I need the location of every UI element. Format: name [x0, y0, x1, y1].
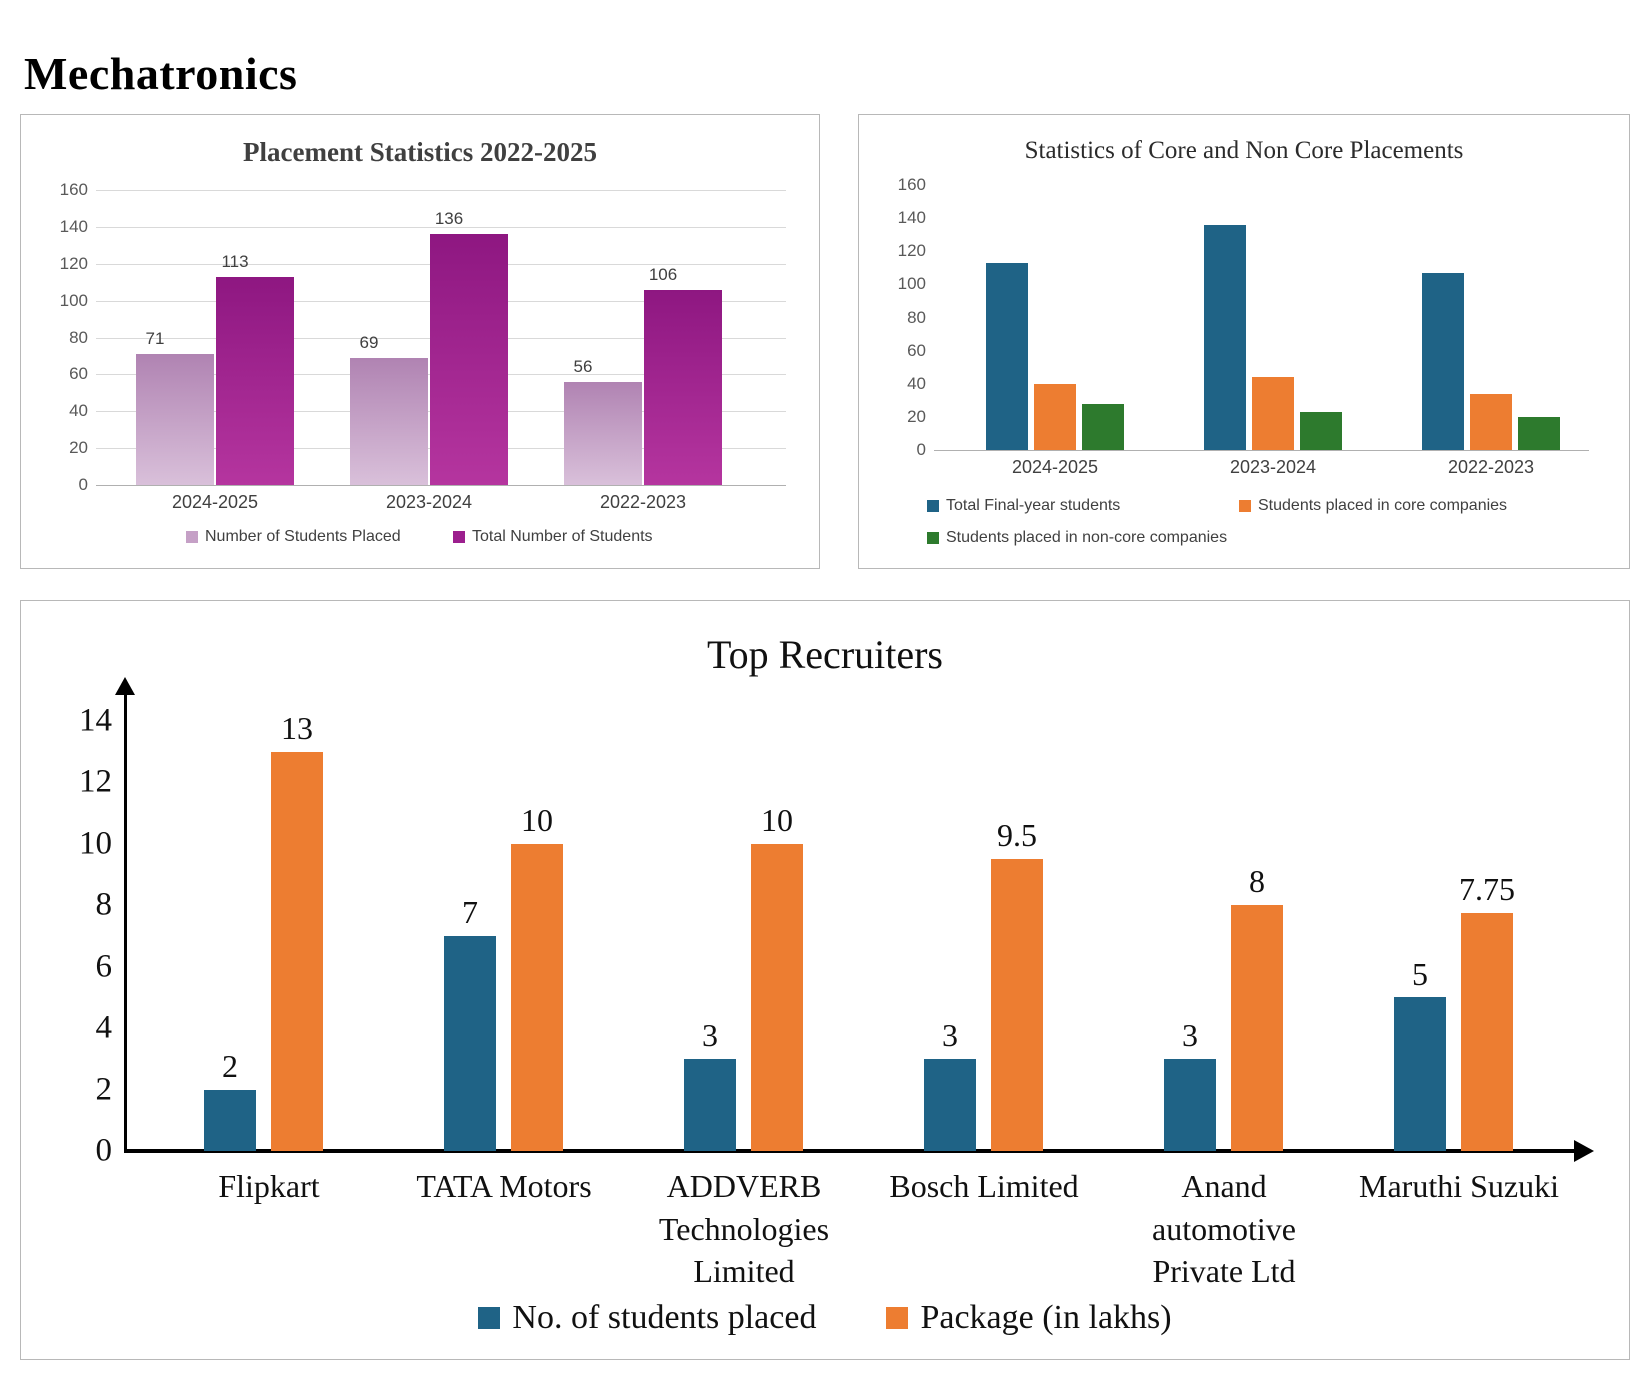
legend-label-students-placed: Number of Students Placed [205, 528, 401, 545]
legend-label-total-students: Total Number of Students [472, 528, 653, 545]
bar-total-final-year-2022-2023 [1422, 273, 1464, 450]
x-category-maruthi: Maruthi Suzuki [1359, 1168, 1559, 1204]
bar-value-package-addverb: 10 [761, 802, 793, 838]
placement-plot-area [59, 180, 786, 512]
bar-value-students-tata-motors: 7 [462, 894, 478, 930]
bar-package-bosch [991, 859, 1043, 1151]
top-recruiters-legend [21, 1299, 1629, 1337]
y-tick-label: 20 [907, 406, 926, 426]
bar-package-addverb [751, 844, 803, 1151]
bar-total-2023-2024 [430, 234, 508, 485]
gridline [59, 180, 786, 199]
y-tick-label: 80 [907, 307, 926, 327]
bar-noncore-2023-2024 [1300, 412, 1342, 450]
x-category-2024-2025: 2024-2025 [1011, 457, 1099, 477]
bar-total-final-year-2024-2025 [986, 263, 1028, 450]
bar-package-maruthi [1461, 913, 1513, 1151]
x-category-2023-2024: 2023-2024 [385, 492, 473, 512]
bar-value-students-bosch: 3 [942, 1017, 958, 1053]
y-tick-label: 0 [95, 1132, 112, 1169]
bar-value-placed-2023-2024: 69 [359, 333, 379, 352]
legend-item-package[interactable] [886, 1299, 1171, 1337]
bar-core-2022-2023 [1470, 394, 1512, 450]
x-axis [934, 450, 1589, 451]
y-tick-label: 60 [907, 340, 926, 360]
legend-label-package: Package (in lakhs) [920, 1299, 1172, 1336]
y-tick-label: 2 [95, 1071, 112, 1108]
x-category-bosch: Bosch Limited [889, 1168, 1079, 1204]
bar-placed-2022-2023 [564, 382, 642, 485]
bar-value-total-2023-2024: 136 [434, 209, 464, 228]
x-category-2024-2025: 2024-2025 [171, 492, 259, 512]
core-noncore-chart-title: Statistics of Core and Non Core Placements [1024, 137, 1464, 164]
y-axis [124, 693, 127, 1151]
bar-placed-2023-2024 [350, 358, 428, 485]
bar-students-anand [1164, 1059, 1216, 1151]
legend-item-students-placed[interactable] [186, 528, 401, 546]
legend-item-core[interactable] [1239, 497, 1507, 515]
bar-value-package-bosch: 9.5 [997, 817, 1037, 853]
bar-value-package-anand: 8 [1249, 863, 1265, 899]
y-tick-label: 20 [69, 438, 88, 458]
legend-swatch-core [1239, 500, 1251, 512]
y-tick-label: 120 [59, 253, 88, 273]
legend-swatch-total-final-year [927, 500, 939, 512]
y-tick-label: 8 [95, 886, 112, 923]
bar-value-total-2024-2025: 113 [221, 252, 249, 271]
y-tick-label: 0 [78, 475, 88, 494]
y-tick-label: 40 [69, 401, 88, 421]
x-category-2022-2023: 2022-2023 [1447, 457, 1535, 477]
bar-value-package-tata-motors: 10 [521, 802, 553, 838]
top-recruiters-chart-title: Top Recruiters [706, 632, 943, 677]
bar-noncore-2024-2025 [1082, 404, 1124, 450]
y-tick-label: 10 [79, 825, 112, 862]
y-tick-label: 160 [59, 180, 88, 199]
bar-core-2024-2025 [1034, 384, 1076, 450]
page-title: Mechatronics [24, 47, 298, 99]
bar-package-anand [1231, 905, 1283, 1151]
x-category-addverb: ADDVERB Technologies Limited [658, 1168, 830, 1290]
bar-noncore-2022-2023 [1518, 417, 1560, 450]
y-tick-label: 80 [69, 327, 88, 347]
legend-label-students-placed: No. of students placed [512, 1299, 817, 1336]
y-tick-label: 6 [95, 948, 112, 985]
bar-value-package-maruthi: 7.75 [1459, 871, 1515, 907]
bar-package-flipkart [271, 752, 323, 1151]
x-category-anand: Anand automotive Private Ltd [1152, 1168, 1296, 1290]
bar-value-students-flipkart: 2 [222, 1048, 238, 1084]
y-tick-label: 100 [59, 290, 88, 310]
bar-value-students-maruthi: 5 [1412, 956, 1428, 992]
bar-value-placed-2024-2025: 71 [145, 329, 165, 348]
bar-total-2024-2025 [216, 277, 294, 485]
y-tick-label: 40 [907, 373, 926, 393]
bar-value-total-2022-2023: 106 [648, 265, 678, 284]
x-axis [124, 1149, 1576, 1153]
bar-core-2023-2024 [1252, 377, 1294, 450]
x-category-2023-2024: 2023-2024 [1229, 457, 1317, 477]
bar-students-flipkart [204, 1090, 256, 1151]
bar-package-tata-motors [511, 844, 563, 1151]
y-tick-label: 12 [79, 763, 112, 800]
y-tick-label: 160 [897, 175, 926, 194]
y-tick-label: 100 [897, 274, 926, 294]
legend-swatch-noncore [927, 532, 939, 544]
core-noncore-plot-area [897, 175, 1589, 477]
bar-students-maruthi [1394, 997, 1446, 1151]
y-tick-label: 140 [897, 208, 926, 228]
bar-value-placed-2022-2023: 56 [573, 357, 593, 376]
y-tick-label: 60 [69, 364, 88, 384]
y-tick-label: 120 [897, 241, 926, 261]
legend-swatch-package [886, 1307, 908, 1329]
top-recruiters-plot-area [79, 702, 1559, 1290]
x-axis [78, 475, 786, 494]
x-category-flipkart: Flipkart [218, 1168, 320, 1204]
legend-item-total-students[interactable] [453, 528, 653, 546]
legend-swatch-students-placed [478, 1307, 500, 1329]
x-category-2022-2023: 2022-2023 [599, 492, 687, 512]
placement-chart-title: Placement Statistics 2022-2025 [243, 137, 597, 167]
legend-label-total-final-year: Total Final-year students [946, 497, 1121, 514]
core-noncore-chart-panel [858, 114, 1630, 569]
bar-value-package-flipkart: 13 [281, 710, 313, 746]
bar-total-final-year-2023-2024 [1204, 225, 1246, 450]
y-tick-label: 140 [59, 216, 88, 236]
y-tick-label: 4 [95, 1009, 112, 1046]
bar-value-students-anand: 3 [1182, 1017, 1198, 1053]
bar-total-2022-2023 [644, 290, 722, 485]
legend-item-noncore[interactable] [927, 529, 1227, 547]
y-tick-label: 0 [916, 440, 926, 459]
legend-item-total-final-year[interactable] [927, 497, 1120, 515]
legend-swatch-total-students [453, 531, 465, 543]
bar-placed-2024-2025 [136, 354, 214, 485]
x-category-tata-motors: TATA Motors [416, 1168, 592, 1204]
bar-students-bosch [924, 1059, 976, 1151]
bar-students-addverb [684, 1059, 736, 1151]
legend-item-students-placed[interactable] [478, 1299, 816, 1337]
placement-statistics-chart-panel [20, 114, 820, 569]
bar-value-students-addverb: 3 [702, 1017, 718, 1053]
legend-swatch-students-placed [186, 531, 198, 543]
legend-label-core: Students placed in core companies [1258, 497, 1508, 514]
bar-students-tata-motors [444, 936, 496, 1151]
top-recruiters-chart-panel [20, 600, 1630, 1360]
y-tick-label: 14 [79, 702, 112, 739]
legend-label-noncore: Students placed in non-core companies [946, 529, 1228, 546]
